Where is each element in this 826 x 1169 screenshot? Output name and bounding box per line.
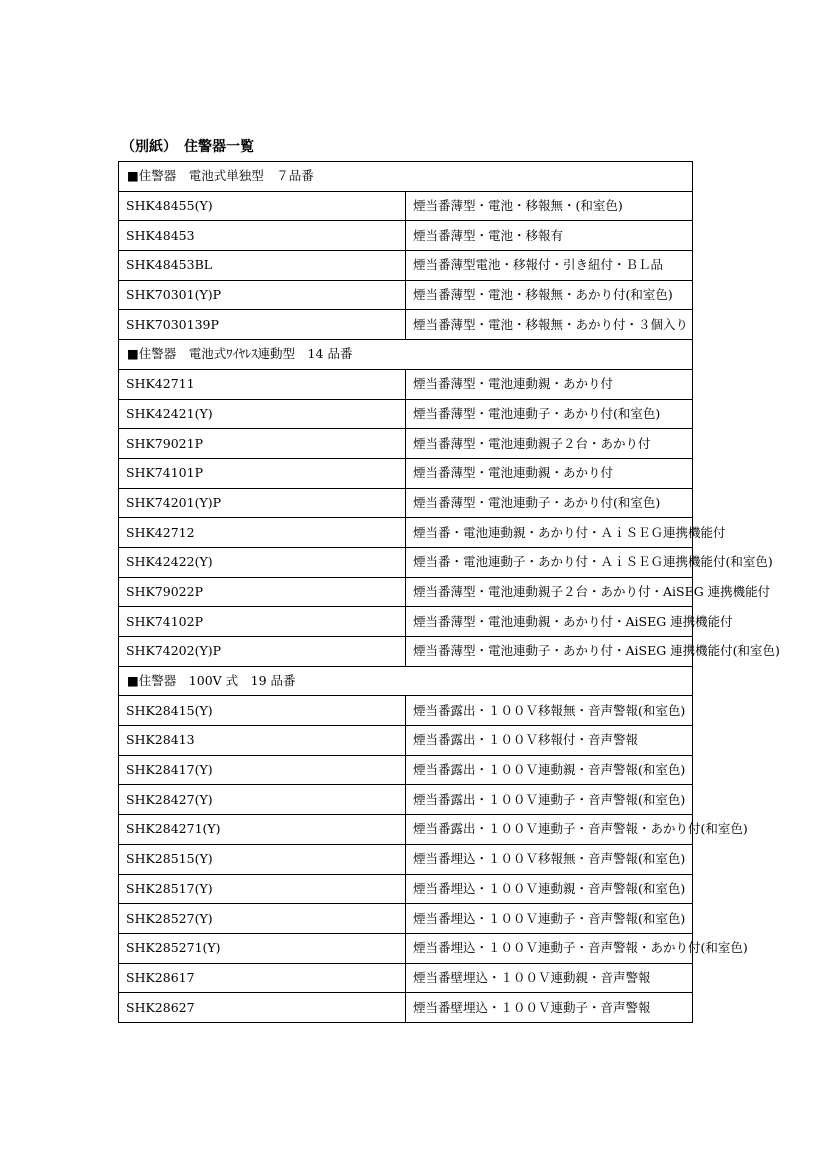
table-row bbox=[119, 577, 693, 607]
product-description: 煙当番露出・１００Ｖ移報無・音声警報(和室色) bbox=[406, 696, 693, 726]
product-description: 煙当番薄型・電池・移報有 bbox=[406, 221, 693, 251]
product-code: SHK70301(Y)P bbox=[119, 280, 406, 310]
product-description: 煙当番薄型・電池・移報無・あかり付(和室色) bbox=[406, 280, 693, 310]
table-row bbox=[119, 369, 693, 399]
table-row bbox=[119, 280, 693, 310]
product-code: SHK74101P bbox=[119, 458, 406, 488]
product-code: SHK42711 bbox=[119, 369, 406, 399]
product-code: SHK48453BL bbox=[119, 251, 406, 281]
product-code: SHK28617 bbox=[119, 963, 406, 993]
table-row bbox=[119, 488, 693, 518]
product-code: SHK74202(Y)P bbox=[119, 637, 406, 667]
section-heading: ■住警器 電池式ﾜｲﾔﾚｽ連動型 14 品番 bbox=[119, 340, 693, 370]
product-description: 煙当番薄型・電池連動親子２台・あかり付 bbox=[406, 429, 693, 459]
product-code: SHK28413 bbox=[119, 726, 406, 756]
table-row bbox=[119, 458, 693, 488]
product-table-body bbox=[119, 162, 780, 1023]
product-code: SHK48453 bbox=[119, 221, 406, 251]
product-description: 煙当番薄型・電池連動子・あかり付(和室色) bbox=[406, 488, 693, 518]
table-row bbox=[119, 755, 693, 785]
table-row bbox=[119, 844, 693, 874]
product-code: SHK42422(Y) bbox=[119, 547, 406, 577]
product-code: SHK48455(Y) bbox=[119, 191, 406, 221]
section-header-row bbox=[119, 162, 693, 192]
product-description: 煙当番埋込・１００Ｖ移報無・音声警報(和室色) bbox=[406, 844, 693, 874]
product-description: 煙当番薄型・電池連動親・あかり付・AiSEG 連携機能付 bbox=[406, 607, 693, 637]
product-table bbox=[118, 161, 780, 1023]
product-code: SHK28527(Y) bbox=[119, 904, 406, 934]
table-row bbox=[119, 726, 693, 756]
product-code: SHK284271(Y) bbox=[119, 815, 406, 845]
product-code: SHK28515(Y) bbox=[119, 844, 406, 874]
product-code: SHK285271(Y) bbox=[119, 933, 406, 963]
product-description: 煙当番埋込・１００Ｖ連動子・音声警報・あかり付(和室色) bbox=[406, 933, 693, 963]
product-code: SHK28627 bbox=[119, 993, 406, 1023]
product-description: 煙当番埋込・１００Ｖ連動子・音声警報(和室色) bbox=[406, 904, 693, 934]
product-description: 煙当番薄型・電池連動親・あかり付 bbox=[406, 458, 693, 488]
table-row bbox=[119, 904, 693, 934]
section-heading: ■住警器 電池式単独型 ７品番 bbox=[119, 162, 693, 192]
table-row bbox=[119, 518, 693, 548]
table-row bbox=[119, 993, 693, 1023]
product-description: 煙当番壁埋込・１００Ｖ連動親・音声警報 bbox=[406, 963, 693, 993]
product-code: SHK7030139P bbox=[119, 310, 406, 340]
product-description: 煙当番露出・１００Ｖ連動子・音声警報(和室色) bbox=[406, 785, 693, 815]
product-code: SHK74201(Y)P bbox=[119, 488, 406, 518]
product-description: 煙当番露出・１００Ｖ移報付・音声警報 bbox=[406, 726, 693, 756]
table-row bbox=[119, 874, 693, 904]
product-description: 煙当番薄型・電池・移報無・あかり付・３個入り bbox=[406, 310, 693, 340]
product-description: 煙当番薄型・電池連動親子２台・あかり付・AiSEG 連携機能付 bbox=[406, 577, 693, 607]
product-description: 煙当番壁埋込・１００Ｖ連動子・音声警報 bbox=[406, 993, 693, 1023]
product-code: SHK42712 bbox=[119, 518, 406, 548]
table-row bbox=[119, 310, 693, 340]
product-description: 煙当番薄型・電池・移報無・(和室色) bbox=[406, 191, 693, 221]
table-row bbox=[119, 251, 693, 281]
product-description: 煙当番・電池連動親・あかり付・ＡｉＳＥＧ連携機能付 bbox=[406, 518, 693, 548]
table-row bbox=[119, 607, 693, 637]
section-header-row bbox=[119, 666, 693, 696]
product-code: SHK28415(Y) bbox=[119, 696, 406, 726]
product-description: 煙当番薄型・電池連動子・あかり付・AiSEG 連携機能付(和室色) bbox=[406, 637, 693, 667]
product-description: 煙当番露出・１００Ｖ連動子・音声警報・あかり付(和室色) bbox=[406, 815, 693, 845]
table-row bbox=[119, 696, 693, 726]
product-code: SHK28427(Y) bbox=[119, 785, 406, 815]
section-heading: ■住警器 100V 式 19 品番 bbox=[119, 666, 693, 696]
product-description: 煙当番薄型電池・移報付・引き紐付・ＢＬ品 bbox=[406, 251, 693, 281]
product-description: 煙当番薄型・電池連動子・あかり付(和室色) bbox=[406, 399, 693, 429]
product-code: SHK28517(Y) bbox=[119, 874, 406, 904]
table-row bbox=[119, 963, 693, 993]
product-code: SHK79022P bbox=[119, 577, 406, 607]
table-row bbox=[119, 221, 693, 251]
product-description: 煙当番薄型・電池連動親・あかり付 bbox=[406, 369, 693, 399]
product-code: SHK74102P bbox=[119, 607, 406, 637]
table-row bbox=[119, 933, 693, 963]
product-code: SHK79021P bbox=[119, 429, 406, 459]
product-description: 煙当番露出・１００Ｖ連動親・音声警報(和室色) bbox=[406, 755, 693, 785]
product-code: SHK42421(Y) bbox=[119, 399, 406, 429]
table-row bbox=[119, 785, 693, 815]
document-title: （別紙） 住警器一覧 bbox=[121, 139, 254, 155]
table-row bbox=[119, 815, 693, 845]
product-description: 煙当番・電池連動子・あかり付・ＡｉＳＥＧ連携機能付(和室色) bbox=[406, 547, 693, 577]
table-row bbox=[119, 637, 693, 667]
table-row bbox=[119, 547, 693, 577]
product-code: SHK28417(Y) bbox=[119, 755, 406, 785]
table-row bbox=[119, 399, 693, 429]
table-row bbox=[119, 429, 693, 459]
table-row bbox=[119, 191, 693, 221]
product-description: 煙当番埋込・１００Ｖ連動親・音声警報(和室色) bbox=[406, 874, 693, 904]
section-header-row bbox=[119, 340, 693, 370]
